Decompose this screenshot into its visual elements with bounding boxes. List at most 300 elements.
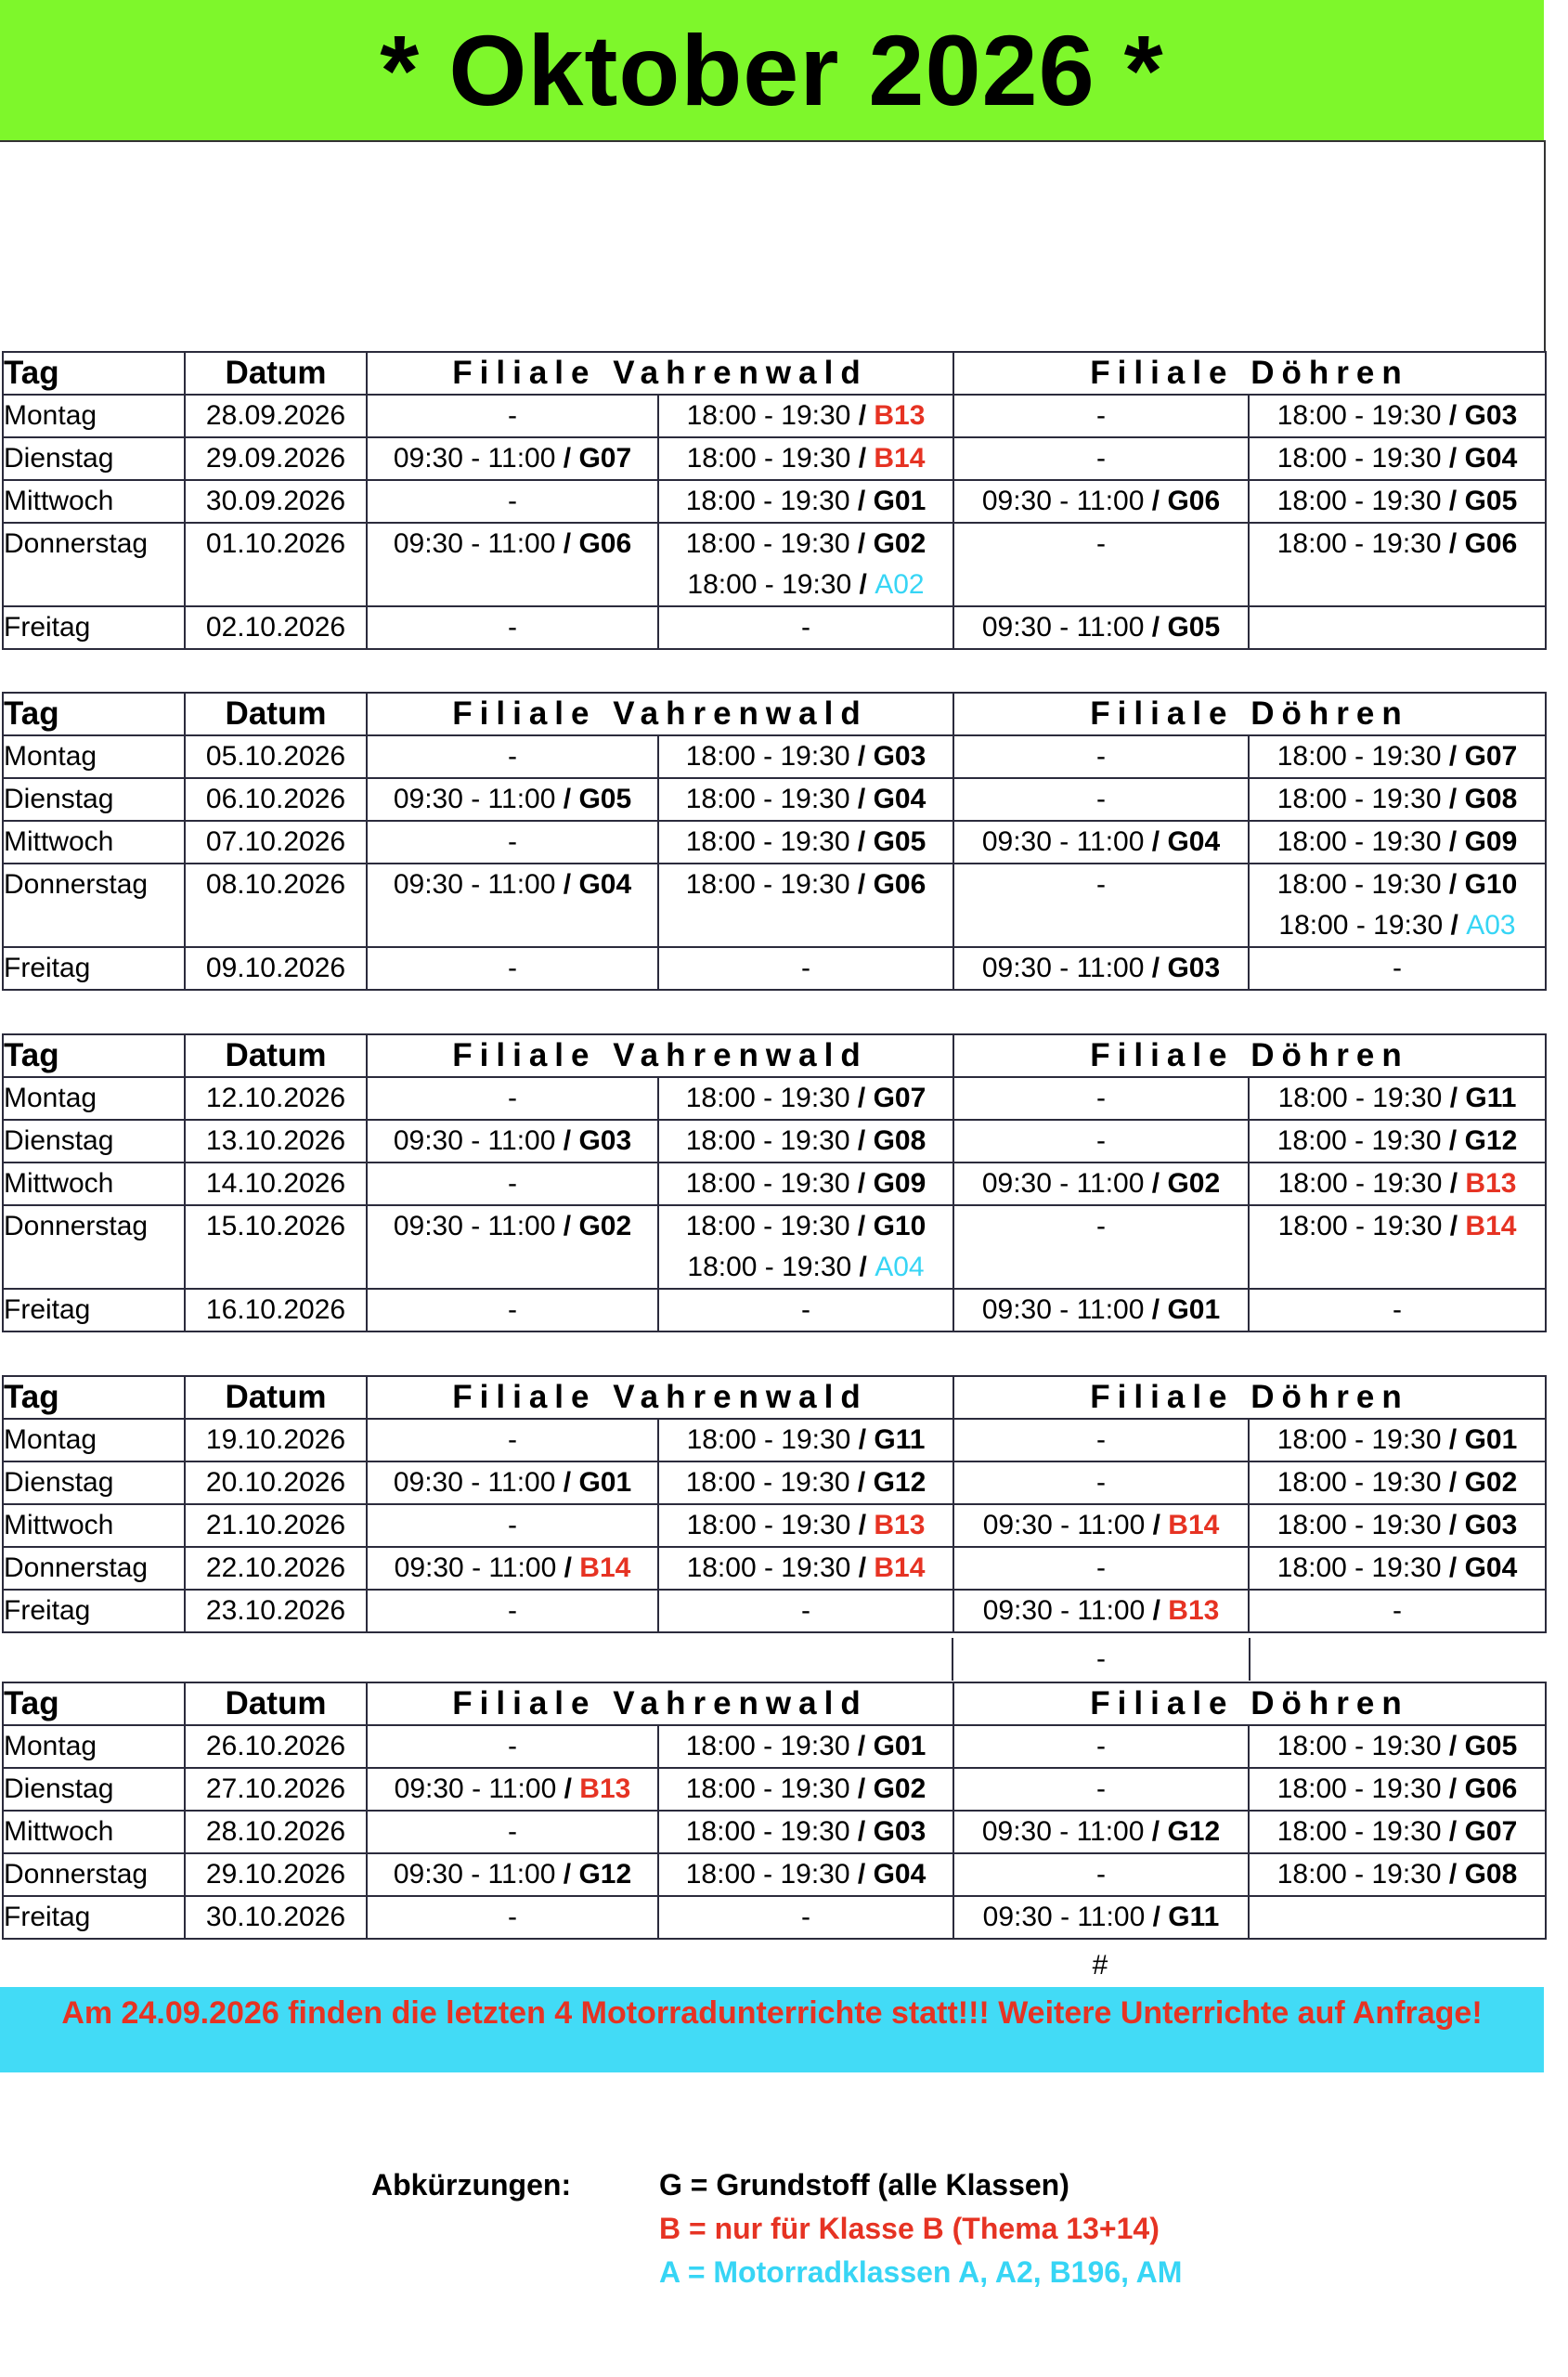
week-table <box>2 1682 1547 1940</box>
lesson-code: G01 <box>1167 1294 1221 1325</box>
slot-entry <box>368 864 657 905</box>
slot-separator: / <box>849 826 874 857</box>
slot-cell-d-evening <box>1249 437 1546 480</box>
slot-cell-d-morning <box>953 395 1249 437</box>
slot-entry <box>659 1420 952 1461</box>
day-cell: Mittwoch <box>3 480 185 523</box>
slot-entry <box>659 438 952 479</box>
slot-time: 18:00 - 19:30 <box>685 1083 850 1113</box>
lesson-code: G05 <box>873 826 927 857</box>
slot-cell-d-evening <box>1249 523 1546 606</box>
slot-entry <box>659 1206 952 1247</box>
slot-entry <box>954 1726 1248 1767</box>
slot-cell-v-morning <box>367 1205 658 1289</box>
date-cell: 29.10.2026 <box>185 1853 367 1896</box>
date-cell: 08.10.2026 <box>185 864 367 947</box>
slot-entry <box>1250 438 1545 479</box>
slot-time: - <box>508 953 517 983</box>
abbreviation-b: B = nur für Klasse B (Thema 13+14) <box>659 2212 1160 2245</box>
slot-cell-d-morning <box>953 1419 1249 1461</box>
date-cell: 05.10.2026 <box>185 735 367 778</box>
slot-entry <box>368 1505 657 1546</box>
slot-entry <box>368 1420 657 1461</box>
slot-entry <box>659 1854 952 1895</box>
slot-cell-d-evening <box>1249 1896 1546 1939</box>
slot-separator: / <box>1145 1902 1169 1932</box>
date-cell: 28.09.2026 <box>185 395 367 437</box>
slot-time: 18:00 - 19:30 <box>1276 1125 1442 1156</box>
day-cell: Mittwoch <box>3 1504 185 1547</box>
slot-entry <box>1250 1290 1545 1331</box>
slot-separator: / <box>1144 1294 1168 1325</box>
lesson-code: G02 <box>873 1773 927 1804</box>
table-row <box>3 735 1546 778</box>
date-cell: 30.10.2026 <box>185 1896 367 1939</box>
slot-time: 09:30 - 11:00 <box>981 612 1145 643</box>
header-row <box>3 1376 1546 1419</box>
slot-entry <box>368 1078 657 1119</box>
slot-time: 18:00 - 19:30 <box>1276 528 1442 559</box>
slot-time: 18:00 - 19:30 <box>1276 400 1442 431</box>
lesson-code: G11 <box>1465 1083 1517 1113</box>
slot-cell-d-morning <box>953 1077 1249 1120</box>
table-row <box>3 947 1546 990</box>
slot-time: 18:00 - 19:30 <box>1278 910 1444 941</box>
slot-entry <box>1250 948 1545 989</box>
slot-separator: / <box>1144 1168 1168 1199</box>
table-row <box>3 1419 1546 1461</box>
slot-entry <box>368 1206 657 1247</box>
lesson-code: G04 <box>1167 826 1221 857</box>
slot-entry <box>659 779 952 820</box>
slot-separator: / <box>850 1424 875 1455</box>
slot-entry <box>659 481 952 522</box>
slot-entry <box>368 1812 657 1852</box>
slot-cell-v-morning <box>367 1590 658 1632</box>
slot-time: - <box>1096 784 1107 814</box>
slot-cell-d-evening <box>1249 778 1546 821</box>
slot-cell-d-evening <box>1249 1725 1546 1768</box>
header-datum: Datum <box>185 1682 367 1725</box>
slot-separator: / <box>850 1552 875 1583</box>
slot-time: 09:30 - 11:00 <box>981 1816 1145 1847</box>
slot-time: - <box>1096 741 1107 772</box>
slot-separator: / <box>1441 1125 1465 1156</box>
slot-entry <box>659 1121 952 1162</box>
slot-time: - <box>1096 528 1107 559</box>
slot-time: - <box>1096 400 1107 431</box>
date-cell: 26.10.2026 <box>185 1725 367 1768</box>
slot-cell-v-morning <box>367 1289 658 1331</box>
slot-cell-v-morning <box>367 1811 658 1853</box>
slot-time: 09:30 - 11:00 <box>394 1773 557 1804</box>
slot-entry <box>659 1812 952 1852</box>
slot-entry <box>368 438 657 479</box>
slot-separator: / <box>1144 826 1168 857</box>
slot-cell-d-evening <box>1249 1205 1546 1289</box>
slot-separator: / <box>1442 1211 1466 1241</box>
table-row <box>3 523 1546 606</box>
header-filiale-doehren: Filiale Döhren <box>953 352 1546 395</box>
slot-entry <box>368 1591 657 1631</box>
notice-banner: Am 24.09.2026 finden die letzten 4 Motorradunterrichte statt!!! Weitere Unterrichte auf Anfrage! <box>0 1987 1544 2072</box>
slot-time: 09:30 - 11:00 <box>393 1467 556 1498</box>
page-title: * Oktober 2026 * <box>380 14 1164 126</box>
slot-cell-v-evening <box>658 1811 953 1853</box>
slot-time: - <box>1096 1731 1107 1761</box>
day-cell: Dienstag <box>3 1461 185 1504</box>
lesson-code: G07 <box>873 1083 927 1113</box>
slot-separator: / <box>555 869 579 900</box>
date-cell: 16.10.2026 <box>185 1289 367 1331</box>
slot-cell-d-evening <box>1249 1461 1546 1504</box>
lesson-code: G01 <box>873 486 927 516</box>
table-row <box>3 864 1546 947</box>
lesson-code: G06 <box>1167 486 1221 516</box>
date-cell: 14.10.2026 <box>185 1163 367 1205</box>
slot-time: 18:00 - 19:30 <box>1277 1211 1443 1241</box>
lesson-code: B14 <box>874 443 926 474</box>
slot-separator: / <box>1441 784 1465 814</box>
right-edge-line <box>1544 140 1546 352</box>
slot-cell-d-morning <box>953 778 1249 821</box>
slot-time: 18:00 - 19:30 <box>685 869 850 900</box>
header-datum: Datum <box>185 352 367 395</box>
slot-entry <box>659 1505 952 1546</box>
date-cell: 20.10.2026 <box>185 1461 367 1504</box>
slot-entry <box>1250 1769 1545 1810</box>
slot-cell-d-evening <box>1249 1504 1546 1547</box>
slot-cell-d-morning <box>953 606 1249 649</box>
header-tag: Tag <box>3 693 185 735</box>
slot-time: - <box>1096 1773 1107 1804</box>
slot-cell-d-evening <box>1249 1547 1546 1590</box>
slot-entry <box>954 822 1248 863</box>
slot-cell-v-morning <box>367 1419 658 1461</box>
day-cell: Freitag <box>3 606 185 649</box>
slot-time: - <box>508 1294 517 1325</box>
table-row <box>3 606 1546 649</box>
slot-cell-v-evening <box>658 1896 953 1939</box>
slot-entry <box>1250 822 1545 863</box>
slot-cell-d-evening <box>1249 1120 1546 1163</box>
slot-separator: / <box>1441 1773 1465 1804</box>
slot-cell-d-morning <box>953 1461 1249 1504</box>
slot-time: - <box>508 400 517 431</box>
slot-separator: / <box>555 1211 579 1241</box>
slot-time: 18:00 - 19:30 <box>1277 1083 1443 1113</box>
slot-time: 09:30 - 11:00 <box>981 1168 1145 1199</box>
lesson-code: G04 <box>578 869 632 900</box>
slot-entry <box>954 438 1248 479</box>
slot-cell-v-morning <box>367 480 658 523</box>
slot-cell-v-morning <box>367 1504 658 1547</box>
lesson-code: G01 <box>873 1731 927 1761</box>
slot-cell-d-morning <box>953 1163 1249 1205</box>
slot-cell-v-evening <box>658 1163 953 1205</box>
slot-cell-d-evening <box>1249 395 1546 437</box>
day-cell: Freitag <box>3 1896 185 1939</box>
table-row <box>3 1896 1546 1939</box>
slot-cell-v-evening <box>658 395 953 437</box>
slot-time: 18:00 - 19:30 <box>685 1773 850 1804</box>
lesson-code: B14 <box>1168 1510 1220 1540</box>
slot-entry <box>368 1163 657 1204</box>
lesson-code: G10 <box>873 1211 927 1241</box>
slot-time: 18:00 - 19:30 <box>685 1125 850 1156</box>
slot-time: 18:00 - 19:30 <box>685 1168 850 1199</box>
slot-time: 18:00 - 19:30 <box>687 569 852 600</box>
slot-entry <box>954 1121 1248 1162</box>
lesson-code: G03 <box>1464 400 1518 431</box>
day-cell: Mittwoch <box>3 1811 185 1853</box>
slot-cell-d-evening <box>1249 947 1546 990</box>
slot-time: 18:00 - 19:30 <box>1276 1816 1442 1847</box>
table-row <box>3 437 1546 480</box>
slot-separator: / <box>555 1467 579 1498</box>
header-tag: Tag <box>3 1034 185 1077</box>
date-cell: 19.10.2026 <box>185 1419 367 1461</box>
lesson-code: G03 <box>578 1125 632 1156</box>
slot-time: - <box>1096 1859 1107 1890</box>
slot-entry <box>659 948 952 989</box>
slot-separator: / <box>849 1773 874 1804</box>
slot-entry <box>1250 1591 1545 1631</box>
lesson-code: G07 <box>1464 1816 1518 1847</box>
slot-cell-v-evening <box>658 1725 953 1768</box>
slot-entry <box>954 1591 1248 1631</box>
lesson-code: A04 <box>875 1252 925 1282</box>
abbreviations-list <box>659 2163 1182 2294</box>
slot-cell-v-evening <box>658 1547 953 1590</box>
slot-time: - <box>801 1902 810 1932</box>
slot-time: - <box>1096 1424 1107 1455</box>
slot-entry <box>954 948 1248 989</box>
slot-cell-v-morning <box>367 1163 658 1205</box>
slot-time: 18:00 - 19:30 <box>1276 826 1442 857</box>
slot-entry <box>954 1812 1248 1852</box>
slot-time: 18:00 - 19:30 <box>686 1424 851 1455</box>
slot-cell-d-morning <box>953 1504 1249 1547</box>
slot-separator: / <box>1442 1083 1466 1113</box>
slot-entry <box>368 1854 657 1895</box>
slot-entry <box>954 1505 1248 1546</box>
slot-time: 18:00 - 19:30 <box>1276 443 1442 474</box>
slot-separator: / <box>1441 1467 1465 1498</box>
slot-cell-d-evening <box>1249 1590 1546 1632</box>
slot-entry <box>1250 1854 1545 1895</box>
table-row <box>3 1205 1546 1289</box>
slot-separator: / <box>1441 741 1465 772</box>
slot-time: 09:30 - 11:00 <box>393 784 556 814</box>
lesson-code: G07 <box>578 443 632 474</box>
slot-time: - <box>508 1816 517 1847</box>
slot-entry <box>368 1290 657 1331</box>
abbreviation-a: A = Motorradklassen A, A2, B196, AM <box>659 2255 1183 2289</box>
slot-separator: / <box>1441 400 1465 431</box>
slot-time: - <box>508 1083 517 1113</box>
lesson-code: G06 <box>873 869 927 900</box>
slot-entry <box>954 1206 1248 1247</box>
slot-separator: / <box>850 1510 875 1540</box>
date-cell: 12.10.2026 <box>185 1077 367 1120</box>
lesson-code: G06 <box>1464 528 1518 559</box>
date-cell: 27.10.2026 <box>185 1768 367 1811</box>
slot-entry <box>368 1548 657 1589</box>
slot-separator: / <box>1441 443 1465 474</box>
lesson-code: G02 <box>873 528 927 559</box>
day-cell: Donnerstag <box>3 1853 185 1896</box>
slot-entry <box>1250 736 1545 777</box>
lesson-code: G10 <box>1464 869 1518 900</box>
slot-entry <box>368 822 657 863</box>
slot-cell-d-evening <box>1249 1077 1546 1120</box>
slot-entry <box>954 1078 1248 1119</box>
slot-entry <box>368 1121 657 1162</box>
date-cell: 09.10.2026 <box>185 947 367 990</box>
header-tag: Tag <box>3 1682 185 1725</box>
table-row <box>3 778 1546 821</box>
slot-entry <box>659 1548 952 1589</box>
slot-cell-d-morning <box>953 821 1249 864</box>
slot-cell-d-evening <box>1249 1419 1546 1461</box>
slot-cell-v-morning <box>367 1461 658 1504</box>
slot-cell-d-morning <box>953 437 1249 480</box>
lesson-code: G06 <box>578 528 632 559</box>
slot-separator: / <box>850 400 875 431</box>
slot-cell-d-morning <box>953 864 1249 947</box>
lesson-code: B13 <box>874 400 926 431</box>
slot-time: 18:00 - 19:30 <box>686 1552 851 1583</box>
date-cell: 06.10.2026 <box>185 778 367 821</box>
slot-time: - <box>508 486 517 516</box>
slot-time: - <box>1393 953 1403 983</box>
slot-entry <box>954 1462 1248 1503</box>
slot-cell-v-evening <box>658 821 953 864</box>
day-cell: Montag <box>3 1725 185 1768</box>
slot-separator: / <box>849 784 874 814</box>
slot-cell-d-morning <box>953 947 1249 990</box>
week-table <box>2 1033 1547 1332</box>
slot-time: - <box>508 826 517 857</box>
day-cell: Montag <box>3 735 185 778</box>
slot-entry <box>1250 1462 1545 1503</box>
lesson-code: B14 <box>1465 1211 1517 1241</box>
slot-entry <box>1250 905 1545 946</box>
slot-cell-d-evening <box>1249 735 1546 778</box>
slot-separator: / <box>1145 1595 1169 1626</box>
lesson-code: G12 <box>873 1467 927 1498</box>
slot-time: 18:00 - 19:30 <box>685 1731 850 1761</box>
lesson-code: G03 <box>1167 953 1221 983</box>
slot-entry <box>368 736 657 777</box>
slot-entry <box>1250 1420 1545 1461</box>
slot-entry <box>368 607 657 648</box>
header-filiale-doehren: Filiale Döhren <box>953 693 1546 735</box>
slot-cell-v-morning <box>367 395 658 437</box>
slot-cell-v-evening <box>658 1077 953 1120</box>
header-filiale-vahrenwald: Filiale Vahrenwald <box>367 1376 953 1419</box>
slot-cell-v-morning <box>367 1725 658 1768</box>
slot-entry <box>954 1769 1248 1810</box>
slot-entry <box>659 1591 952 1631</box>
date-cell: 23.10.2026 <box>185 1590 367 1632</box>
slot-cell-d-morning <box>953 1547 1249 1590</box>
slot-time: 18:00 - 19:30 <box>685 826 850 857</box>
slot-cell-d-evening <box>1249 606 1546 649</box>
slot-time: 18:00 - 19:30 <box>685 486 850 516</box>
slot-separator: / <box>849 869 874 900</box>
slot-entry <box>954 607 1248 648</box>
slot-time: 09:30 - 11:00 <box>981 486 1145 516</box>
header-filiale-doehren: Filiale Döhren <box>953 1682 1546 1725</box>
slot-entry <box>954 779 1248 820</box>
between-cell: - <box>952 1638 1251 1681</box>
slot-separator: / <box>1441 1510 1465 1540</box>
slot-cell-v-morning <box>367 821 658 864</box>
header-filiale-vahrenwald: Filiale Vahrenwald <box>367 693 953 735</box>
slot-cell-d-morning <box>953 1289 1249 1331</box>
slot-time: 18:00 - 19:30 <box>1276 1552 1442 1583</box>
date-cell: 29.09.2026 <box>185 437 367 480</box>
slot-cell-v-evening <box>658 1289 953 1331</box>
hash-mark: # <box>1092 1950 1108 1981</box>
slot-cell-d-morning <box>953 1896 1249 1939</box>
slot-cell-d-evening <box>1249 1768 1546 1811</box>
slot-time: 18:00 - 19:30 <box>685 741 850 772</box>
slot-entry <box>659 1163 952 1204</box>
slot-time: 18:00 - 19:30 <box>1277 1168 1443 1199</box>
slot-cell-d-morning <box>953 1590 1249 1632</box>
slot-separator: / <box>556 1773 580 1804</box>
date-cell: 02.10.2026 <box>185 606 367 649</box>
lesson-code: G01 <box>578 1467 632 1498</box>
lesson-code: G04 <box>1464 443 1518 474</box>
slot-time: - <box>508 1902 517 1932</box>
slot-time: 18:00 - 19:30 <box>1276 869 1442 900</box>
slot-cell-v-evening <box>658 778 953 821</box>
day-cell: Freitag <box>3 1289 185 1331</box>
slot-entry <box>1250 779 1545 820</box>
day-cell: Donnerstag <box>3 523 185 606</box>
lesson-code: B13 <box>579 1773 631 1804</box>
slot-cell-d-morning <box>953 480 1249 523</box>
slot-entry <box>1250 1206 1545 1247</box>
slot-separator: / <box>849 1211 874 1241</box>
slot-time: 09:30 - 11:00 <box>393 1211 556 1241</box>
slot-cell-d-morning <box>953 1205 1249 1289</box>
slot-cell-d-evening <box>1249 1289 1546 1331</box>
slot-entry <box>659 1290 952 1331</box>
slot-cell-d-morning <box>953 1120 1249 1163</box>
slot-time: - <box>1096 1211 1107 1241</box>
slot-entry <box>659 1078 952 1119</box>
slot-time: 18:00 - 19:30 <box>1276 1859 1442 1890</box>
slot-separator: / <box>555 784 579 814</box>
slot-time: - <box>508 1595 517 1626</box>
slot-entry <box>1250 864 1545 905</box>
slot-entry <box>1250 1548 1545 1589</box>
day-cell: Mittwoch <box>3 821 185 864</box>
slot-entry <box>659 864 952 905</box>
slot-entry <box>1250 1812 1545 1852</box>
slot-entry <box>954 1548 1248 1589</box>
slot-entry <box>1250 396 1545 436</box>
slot-cell-v-evening <box>658 437 953 480</box>
slot-separator: / <box>1144 1816 1168 1847</box>
lesson-code: G12 <box>578 1859 632 1890</box>
table-row <box>3 480 1546 523</box>
